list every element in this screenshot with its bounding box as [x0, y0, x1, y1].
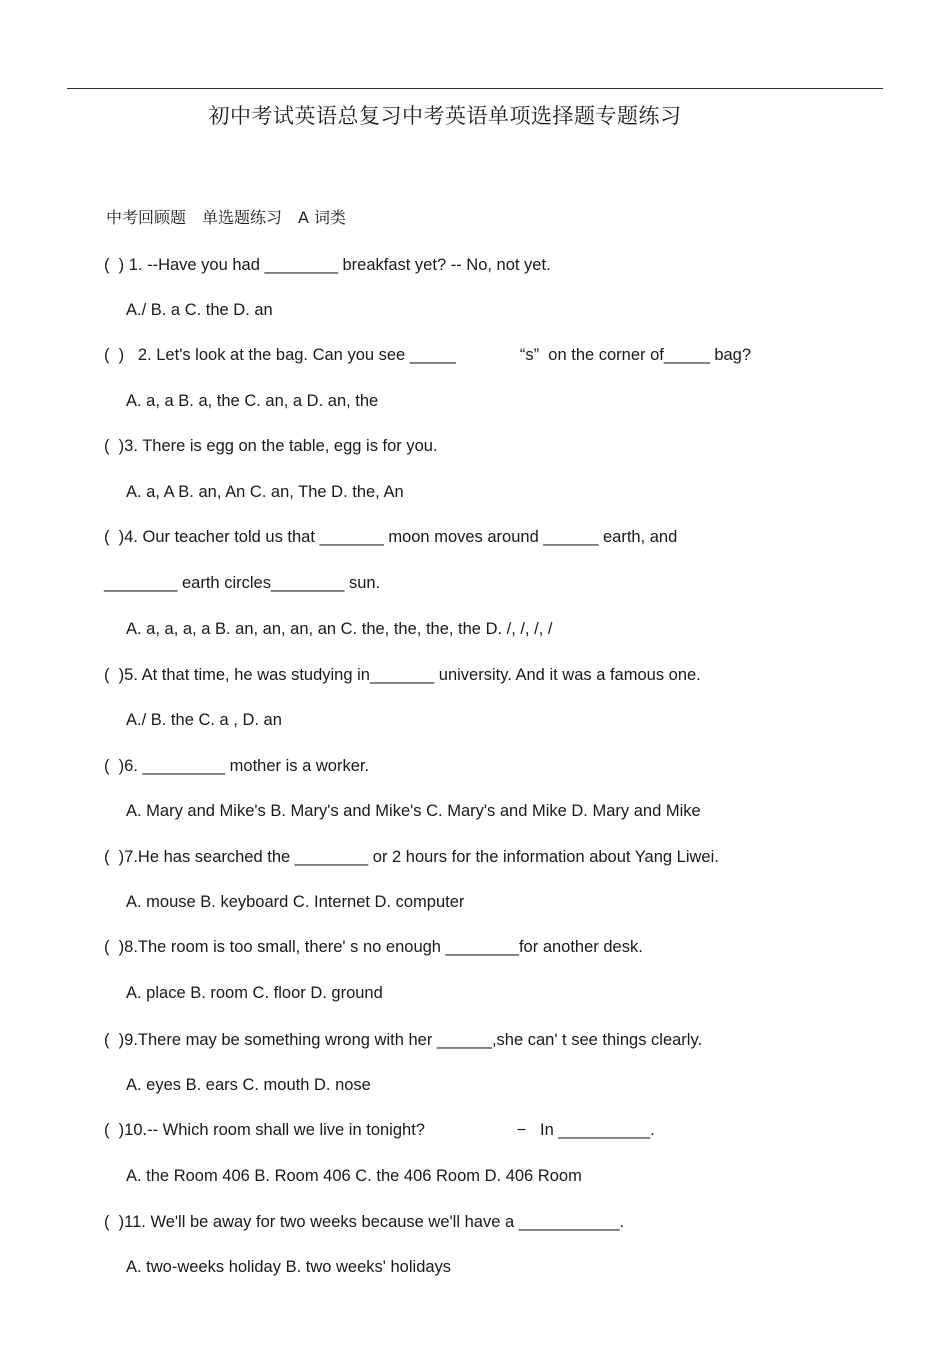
section-heading: 中考回顾题 单选题练习 A 词类: [106, 208, 347, 227]
question-7-options: A. mouse B. keyboard C. Internet D. computer: [126, 893, 465, 911]
question-8-stem: ( )8.The room is too small, there' s no enough ________for another desk.: [104, 938, 643, 956]
question-2-options: A. a, a B. a, the C. an, a D. an, the: [126, 392, 379, 410]
question-9-stem: ( )9.There may be something wrong with her ______,she can' t see things clearly.: [104, 1031, 703, 1049]
question-1-stem: ( ) 1. --Have you had ________ breakfast yet? -- No, not yet.: [104, 256, 551, 274]
question-4-stem: ( )4. Our teacher told us that _______ moon moves around ______ earth, and: [104, 528, 678, 546]
question-2-stem: ( ) 2. Let's look at the bag. Can you see _____ “s” on the corner of_____ bag?: [104, 346, 752, 364]
question-4-stem-continued: ________ earth circles________ sun.: [104, 574, 381, 592]
question-4-options: A. a, a, a, a B. an, an, an, an C. the, the, the, the D. /, /, /, /: [126, 620, 553, 638]
question-7-stem: ( )7.He has searched the ________ or 2 hours for the information about Yang Liwei.: [104, 848, 719, 866]
question-5-options: A./ B. the C. a , D. an: [126, 711, 282, 729]
question-1-options: A./ B. a C. the D. an: [126, 301, 273, 319]
document-title: 初中考试英语总复习中考英语单项选择题专题练习: [208, 104, 682, 128]
question-6-options: A. Mary and Mike's B. Mary's and Mike's C. Mary's and Mike D. Mary and Mike: [126, 802, 701, 820]
question-10-stem: ( )10.-- Which room shall we live in tonight? − In __________.: [104, 1121, 655, 1139]
header-rule: [67, 88, 883, 89]
question-3-options: A. a, A B. an, An C. an, The D. the, An: [126, 483, 404, 501]
question-6-stem: ( )6. _________ mother is a worker.: [104, 757, 370, 775]
question-3-stem: ( )3. There is egg on the table, egg is for you.: [104, 437, 438, 455]
question-8-options: A. place B. room C. floor D. ground: [126, 984, 383, 1002]
question-9-options: A. eyes B. ears C. mouth D. nose: [126, 1076, 371, 1094]
question-11-stem: ( )11. We'll be away for two weeks because we'll have a ___________.: [104, 1213, 625, 1231]
question-5-stem: ( )5. At that time, he was studying in_______ university. And it was a famous one.: [104, 666, 701, 684]
question-10-options: A. the Room 406 B. Room 406 C. the 406 Room D. 406 Room: [126, 1167, 582, 1185]
question-11-options: A. two-weeks holiday B. two weeks' holidays: [126, 1258, 452, 1276]
